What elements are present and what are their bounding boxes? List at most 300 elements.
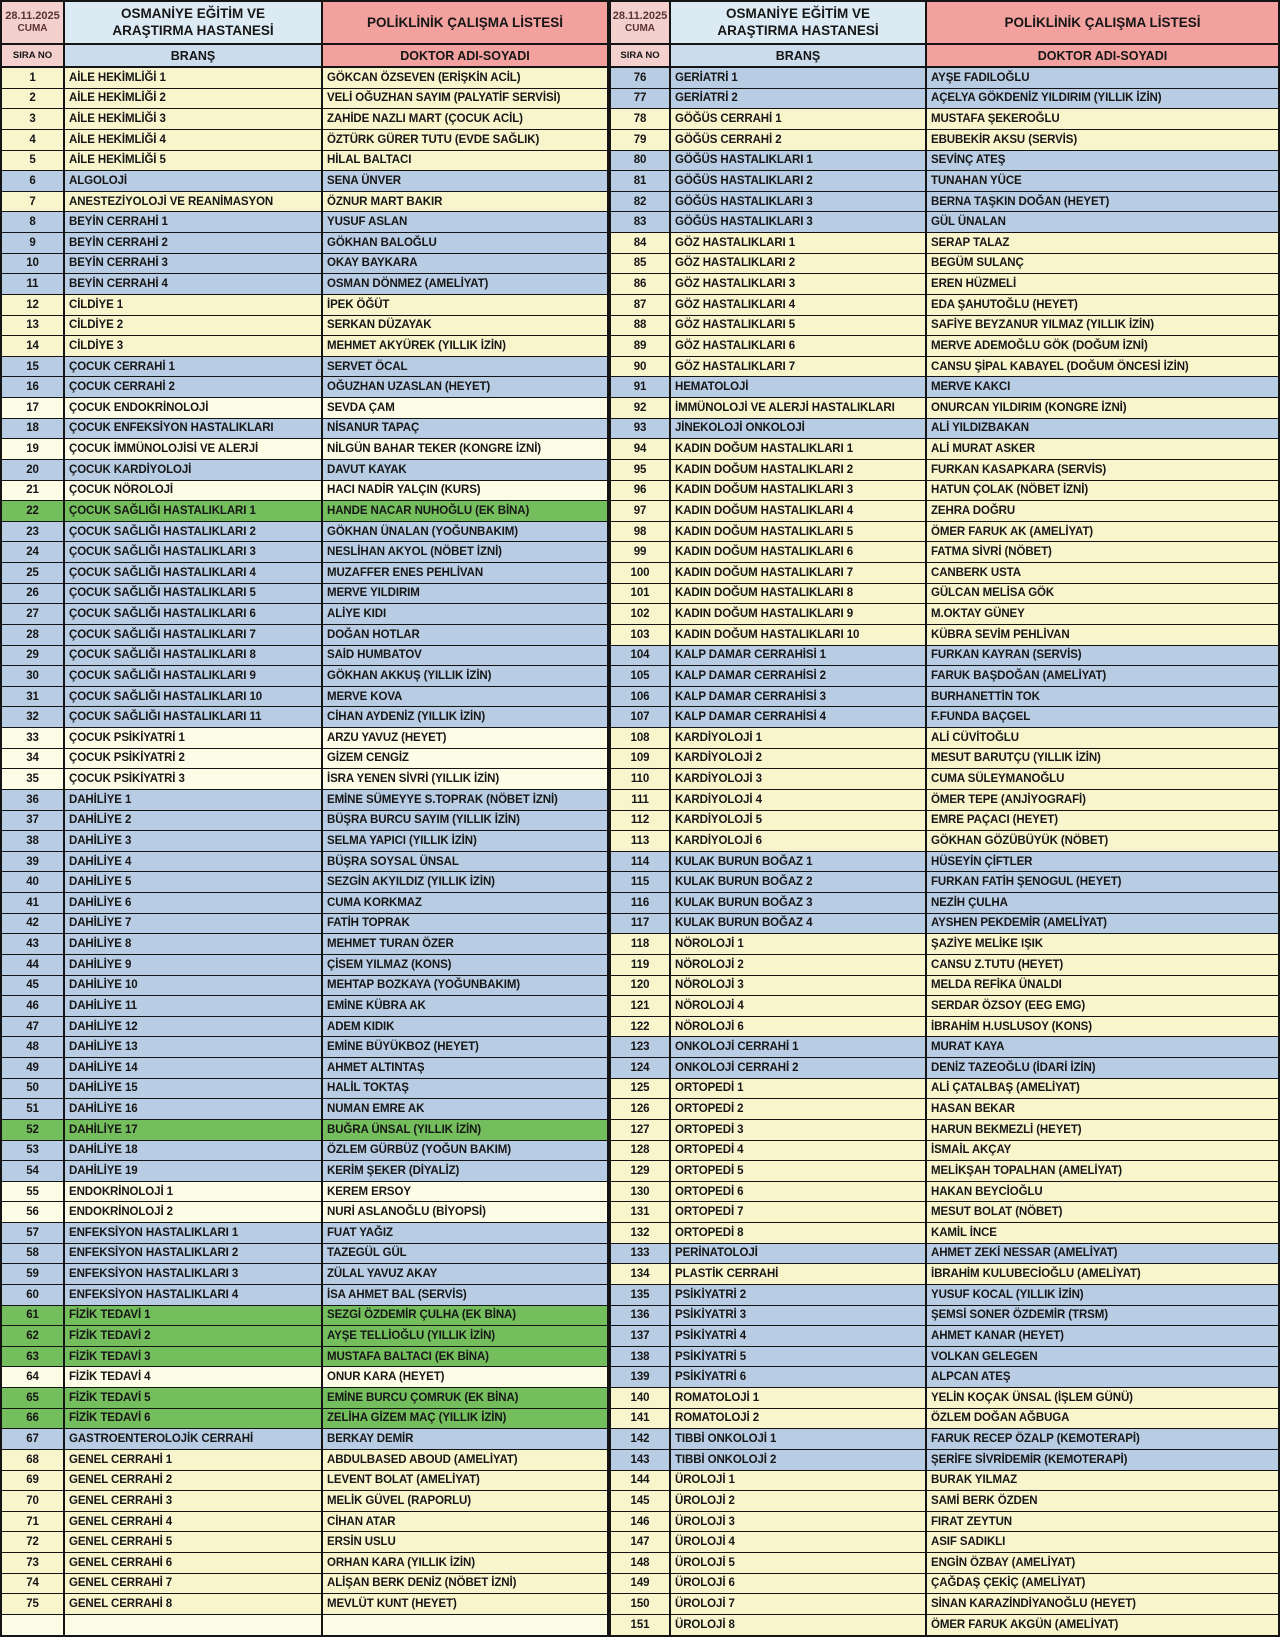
row-number: 13 [26,319,39,332]
doctor-cell: CANSU Z.TUTU (HEYET) [925,955,1278,975]
table-row [611,170,1278,191]
table-row [611,1449,1278,1470]
branch-cell: ÇOCUK PSİKİYATRİ 2 [63,749,321,769]
row-number: 131 [630,1206,650,1219]
branch-cell: GÖĞÜS CERRAHİ 2 [669,130,925,150]
row-number: 149 [630,1577,650,1590]
doctor-cell: ALİŞAN BERK DENİZ (NÖBET İZNİ) [321,1574,607,1594]
table-row [2,211,607,232]
row-number: 59 [26,1268,39,1281]
row-number: 35 [26,773,39,786]
doctor-cell: NEZİH ÇULHA [925,893,1278,913]
doctor-cell: OĞUZHAN UZASLAN (HEYET) [321,377,607,397]
doctor-cell: BEGÜM SULANÇ [925,254,1278,274]
table-row [611,975,1278,996]
branch-cell: ENFEKSİYON HASTALIKLARI 4 [63,1285,321,1305]
row-number: 94 [633,443,647,456]
branch-cell: ÇOCUK İMMÜNOLOJİSİ VE ALERJİ [63,439,321,459]
schedule-table-right [609,0,1280,1637]
row-number: 132 [630,1226,650,1239]
table-row [611,1078,1278,1099]
branch-cell: KULAK BURUN BOĞAZ 4 [669,914,925,934]
table-row [611,1263,1278,1284]
column-header-row-right [611,45,1278,68]
doctor-cell: ZEHRA DOĞRU [925,501,1278,521]
branch-cell: KALP DAMAR CERRAHİSİ 2 [669,666,925,686]
row-number: 127 [630,1123,650,1136]
branch-cell: ÜROLOJİ 4 [669,1532,925,1552]
doctor-cell: ÖZLEM GÜRBÜZ (YOĞUN BAKIM) [321,1141,607,1161]
branch-cell: PSİKİYATRİ 2 [669,1285,925,1305]
branch-cell: KADIN DOĞUM HASTALIKLARI 2 [669,460,925,480]
doctor-cell: SENA ÜNVER [321,171,607,191]
table-row [611,686,1278,707]
col-header-brans: BRANŞ [669,45,925,66]
row-number: 108 [630,731,650,744]
col-header-sira-no: SIRA NO [611,45,669,66]
branch-cell: ORTOPEDİ 7 [669,1202,925,1222]
branch-cell: DAHİLİYE 18 [63,1141,321,1161]
row-number: 136 [630,1309,650,1322]
row-number: 90 [633,360,647,373]
doctor-cell: MERVE KOVA [321,687,607,707]
branch-cell: ÜROLOJİ 6 [669,1574,925,1594]
table-row [611,830,1278,851]
row-number: 48 [26,1041,39,1054]
day-text: CUMA [625,23,655,35]
row-number: 64 [26,1371,39,1384]
row-number: 86 [633,278,647,291]
doctor-cell: FATMA SİVRİ (NÖBET) [925,542,1278,562]
doctor-cell: ALİ ÇATALBAŞ (AMELİYAT) [925,1079,1278,1099]
branch-cell: AİLE HEKİMLİĞİ 1 [63,68,321,88]
table-row [2,541,607,562]
branch-cell: GÖZ HASTALIKLARI 4 [669,295,925,315]
row-number: 121 [630,999,650,1012]
doctor-cell: CANBERK USTA [925,563,1278,583]
table-row [2,1470,607,1491]
table-row [611,397,1278,418]
doctor-cell: ONURCAN YILDIRIM (KONGRE İZNİ) [925,398,1278,418]
row-number: 122 [630,1020,650,1033]
table-row [2,892,607,913]
doctor-cell: ZELİHA GİZEM MAÇ (YILLIK İZİN) [321,1409,607,1429]
branch-cell: GÖĞÜS HASTALIKLARI 2 [669,171,925,191]
table-row [611,273,1278,294]
row-number: 143 [630,1453,650,1466]
table-row [611,1408,1278,1429]
doctor-cell: MELDA REFİKA ÜNALDI [925,976,1278,996]
doctor-cell: FURKAN FATİH ŞENOGUL (HEYET) [925,872,1278,892]
row-number: 85 [633,257,647,270]
doctor-cell: OKAY BAYKARA [321,254,607,274]
doctor-cell: ZÜLAL YAVUZ AKAY [321,1264,607,1284]
branch-cell: ÇOCUK SAĞLIĞI HASTALIKLARI 7 [63,625,321,645]
branch-cell: ÜROLOJİ 5 [669,1553,925,1573]
table-row [2,933,607,954]
row-number: 103 [630,628,650,641]
doctor-cell: ONUR KARA (HEYET) [321,1367,607,1387]
doctor-cell: MERVE KAKCI [925,377,1278,397]
table-row [2,1511,607,1532]
branch-cell: GÖĞÜS HASTALIKLARI 3 [669,212,925,232]
table-row [2,191,607,212]
row-number: 73 [26,1556,39,1569]
table-row [611,1222,1278,1243]
table-row [611,376,1278,397]
doctor-cell: HİLAL BALTACI [321,151,607,171]
doctor-cell: ERSİN USLU [321,1532,607,1552]
doctor-cell: ENGİN ÖZBAY (AMELİYAT) [925,1553,1278,1573]
table-row [2,562,607,583]
branch-cell: KULAK BURUN BOĞAZ 1 [669,852,925,872]
table-row [611,1428,1278,1449]
doctor-cell: MEVLÜT KUNT (HEYET) [321,1594,607,1614]
branch-cell: GÖZ HASTALIKLARI 7 [669,357,925,377]
row-number: 107 [630,711,650,724]
doctor-cell: BURAK YILMAZ [925,1471,1278,1491]
table-row [2,789,607,810]
doctor-cell: EMİNE BURCU ÇOMRUK (EK BİNA) [321,1388,607,1408]
table-row [611,1511,1278,1532]
doctor-cell: CİHAN ATAR [321,1512,607,1532]
table-row [2,273,607,294]
table-row [2,1614,607,1635]
table-row [2,1036,607,1057]
branch-cell: FİZİK TEDAVİ 3 [63,1347,321,1367]
doctor-cell: MUSTAFA BALTACI (EK BİNA) [321,1347,607,1367]
doctor-cell: FIRAT ZEYTUN [925,1512,1278,1532]
row-number: 72 [26,1536,39,1549]
doctor-cell: NİLGÜN BAHAR TEKER (KONGRE İZNİ) [321,439,607,459]
table-row [2,1284,607,1305]
doctor-cell: HALİL TOKTAŞ [321,1079,607,1099]
table-row [611,1387,1278,1408]
row-number: 34 [26,752,39,765]
table-row [2,1098,607,1119]
table-row [2,1119,607,1140]
doctor-cell: BERKAY DEMİR [321,1429,607,1449]
branch-cell: ORTOPEDİ 4 [669,1141,925,1161]
row-number: 97 [633,504,647,517]
row-number: 18 [26,422,39,435]
table-row [611,68,1278,88]
doctor-cell: FATİH TOPRAK [321,914,607,934]
doctor-cell: ÖMER FARUK AK (AMELİYAT) [925,522,1278,542]
row-number: 25 [26,566,39,579]
doctor-cell: DENİZ TAZEOĞLU (İDARİ İZİN) [925,1058,1278,1078]
table-row [2,1243,607,1264]
row-number: 74 [26,1577,39,1590]
table-row [2,1490,607,1511]
branch-cell: PSİKİYATRİ 3 [669,1306,925,1326]
row-number: 95 [633,463,647,476]
doctor-cell: EDA ŞAHUTOĞLU (HEYET) [925,295,1278,315]
row-number: 98 [633,525,647,538]
branch-cell: GENEL CERRAHİ 5 [63,1532,321,1552]
table-row [2,1057,607,1078]
branch-cell: ÇOCUK PSİKİYATRİ 3 [63,769,321,789]
doctor-cell: YUSUF ASLAN [321,212,607,232]
table-row [611,1016,1278,1037]
table-row [2,376,607,397]
doctor-cell: HÜSEYİN ÇİFTLER [925,852,1278,872]
row-number: 84 [633,236,647,249]
branch-cell: CİLDİYE 3 [63,336,321,356]
branch-cell: ÇOCUK SAĞLIĞI HASTALIKLARI 4 [63,563,321,583]
branch-cell: DAHİLİYE 13 [63,1037,321,1057]
row-number: 7 [29,195,36,208]
table-row [611,1098,1278,1119]
table-row [611,1201,1278,1222]
doctor-cell: HAKAN BEYCİOĞLU [925,1182,1278,1202]
row-number: 144 [630,1474,650,1487]
branch-cell: ENFEKSİYON HASTALIKLARI 1 [63,1223,321,1243]
branch-cell: FİZİK TEDAVİ 6 [63,1409,321,1429]
branch-cell: ORTOPEDİ 8 [669,1223,925,1243]
row-number: 32 [26,711,39,724]
row-number: 57 [26,1226,39,1239]
row-number: 41 [26,896,39,909]
table-row [2,830,607,851]
row-number: 45 [26,979,39,992]
doctor-cell: BUĞRA ÜNSAL (YILLIK İZİN) [321,1120,607,1140]
doctor-cell: SAFİYE BEYZANUR YILMAZ (YILLIK İZİN) [925,316,1278,336]
row-number: 81 [633,174,647,187]
table-row [2,1305,607,1326]
row-number: 71 [26,1515,39,1528]
branch-cell: GENEL CERRAHİ 1 [63,1450,321,1470]
table-row [611,418,1278,439]
table-row [611,1181,1278,1202]
branch-cell: DAHİLİYE 16 [63,1099,321,1119]
row-number: 15 [26,360,39,373]
table-row [2,727,607,748]
branch-cell: GENEL CERRAHİ 4 [63,1512,321,1532]
branch-cell: ROMATOLOJİ 2 [669,1409,925,1429]
branch-cell: KALP DAMAR CERRAHİSİ 3 [669,687,925,707]
row-number: 76 [633,71,647,84]
row-number: 148 [630,1556,650,1569]
branch-cell: ALGOLOJİ [63,171,321,191]
row-number: 56 [26,1206,39,1219]
row-number: 17 [26,401,39,414]
row-number: 11 [26,278,39,291]
doctor-cell: AÇELYA GÖKDENİZ YILDIRIM (YILLIK İZİN) [925,89,1278,109]
table-row [2,871,607,892]
branch-cell: DAHİLİYE 4 [63,852,321,872]
branch-cell: GASTROENTEROLOJİK CERRAHİ [63,1429,321,1449]
branch-cell: HEMATOLOJİ [669,377,925,397]
doctor-cell: FURKAN KAYRAN (SERVİS) [925,646,1278,666]
branch-cell: GENEL CERRAHİ 7 [63,1574,321,1594]
row-number: 31 [26,690,39,703]
doctor-cell: GÖKHAN BALOĞLU [321,233,607,253]
branch-cell: FİZİK TEDAVİ 4 [63,1367,321,1387]
branch-cell: CİLDİYE 1 [63,295,321,315]
table-header-right [611,2,1278,45]
table-row [2,1160,607,1181]
table-row [2,418,607,439]
branch-cell: ÇOCUK CERRAHİ 1 [63,357,321,377]
table-row [2,129,607,150]
branch-cell: KADIN DOĞUM HASTALIKLARI 3 [669,481,925,501]
table-row [2,150,607,171]
branch-cell: JİNEKOLOJİ ONKOLOJİ [669,419,925,439]
table-row [611,913,1278,934]
branch-cell: FİZİK TEDAVİ 2 [63,1326,321,1346]
table-row [2,1181,607,1202]
doctor-cell: SERDAR ÖZSOY (EEG EMG) [925,996,1278,1016]
row-number: 142 [630,1433,650,1446]
row-number: 21 [26,484,39,497]
row-number: 112 [630,814,650,827]
table-row [2,1552,607,1573]
branch-cell: ÇOCUK SAĞLIĞI HASTALIKLARI 3 [63,542,321,562]
row-number: 91 [633,381,647,394]
row-number: 67 [26,1433,39,1446]
table-row [2,1428,607,1449]
doctor-cell: KAMİL İNCE [925,1223,1278,1243]
table-row [611,191,1278,212]
branch-cell: ÜROLOJİ 8 [669,1615,925,1635]
doctor-cell: ÖZTÜRK GÜRER TUTU (EVDE SAĞLIK) [321,130,607,150]
branch-cell: TIBBİ ONKOLOJİ 2 [669,1450,925,1470]
row-number: 117 [630,917,650,930]
doctor-cell: MESUT BOLAT (NÖBET) [925,1202,1278,1222]
table-row [2,603,607,624]
table-row [611,541,1278,562]
table-row [611,1284,1278,1305]
doctor-cell: GÜL ÜNALAN [925,212,1278,232]
row-number: 150 [630,1598,650,1611]
row-number: 135 [630,1288,650,1301]
branch-cell: NÖROLOJİ 6 [669,1017,925,1037]
branch-cell: ANESTEZİYOLOJİ VE REANİMASYON [63,192,321,212]
row-number: 69 [26,1474,39,1487]
row-number: 42 [26,917,39,930]
branch-cell: ENFEKSİYON HASTALIKLARI 2 [63,1244,321,1264]
doctor-cell: SAİD HUMBATOV [321,646,607,666]
doctor-cell: MELİK GÜVEL (RAPORLU) [321,1491,607,1511]
table-row [2,1408,607,1429]
column-header-row-left [2,45,607,68]
row-number: 109 [630,752,650,765]
row-number: 138 [630,1350,650,1363]
doctor-cell: SERKAN DÜZAYAK [321,316,607,336]
doctor-cell: İSMAİL AKÇAY [925,1141,1278,1161]
table-row [611,603,1278,624]
table-row [611,1593,1278,1614]
branch-cell: GENEL CERRAHİ 6 [63,1553,321,1573]
date-text: 28.11.2025 [612,9,668,22]
doctor-cell: VELİ OĞUZHAN SAYIM (PALYATİF SERVİSİ) [321,89,607,109]
table-row [2,397,607,418]
row-number: 80 [633,154,647,167]
table-row [2,315,607,336]
branch-cell: KADIN DOĞUM HASTALIKLARI 9 [669,604,925,624]
doctor-cell: TAZEGÜL GÜL [321,1244,607,1264]
hospital-title: OSMANİYE EĞİTİM VE ARAŞTIRMA HASTANESİ [669,2,925,43]
branch-cell [63,1615,321,1635]
branch-cell: ÇOCUK ENFEKSİYON HASTALIKLARI [63,419,321,439]
table-row [611,748,1278,769]
row-number: 36 [26,793,39,806]
table-row [2,1531,607,1552]
branch-cell: ÜROLOJİ 3 [669,1512,925,1532]
doctor-cell: GÖKHAN AKKUŞ (YILLIK İZİN) [321,666,607,686]
branch-cell: KADIN DOĞUM HASTALIKLARI 10 [669,625,925,645]
table-row [611,356,1278,377]
branch-cell: KALP DAMAR CERRAHİSİ 1 [669,646,925,666]
branch-cell: ÇOCUK SAĞLIĞI HASTALIKLARI 6 [63,604,321,624]
table-row [611,521,1278,542]
table-row [611,1305,1278,1326]
table-row [2,500,607,521]
doctor-cell: İPEK ÖĞÜT [321,295,607,315]
row-number: 23 [26,525,39,538]
table-row [2,748,607,769]
table-row [611,706,1278,727]
row-number: 105 [630,669,650,682]
doctor-cell: CİHAN AYDENİZ (YILLIK İZİN) [321,707,607,727]
branch-cell: FİZİK TEDAVİ 5 [63,1388,321,1408]
row-number: 92 [633,401,647,414]
table-row [611,810,1278,831]
branch-cell: KADIN DOĞUM HASTALIKLARI 8 [669,584,925,604]
doctor-cell: ÖMER TEPE (ANJİYOGRAFİ) [925,790,1278,810]
table-row [2,438,607,459]
doctor-cell: SEZGİN AKYILDIZ (YILLIK İZİN) [321,872,607,892]
doctor-cell [321,1615,607,1635]
branch-cell: DAHİLİYE 12 [63,1017,321,1037]
table-row [611,438,1278,459]
row-number [2,1615,63,1635]
table-row [611,335,1278,356]
branch-cell: DAHİLİYE 5 [63,872,321,892]
branch-cell: DAHİLİYE 17 [63,1120,321,1140]
table-row [611,1531,1278,1552]
row-number: 140 [630,1391,650,1404]
row-number: 62 [26,1329,39,1342]
row-number: 123 [630,1041,650,1054]
table-row [611,1243,1278,1264]
table-row [2,459,607,480]
doctor-cell: TUNAHAN YÜCE [925,171,1278,191]
row-number: 78 [633,113,647,126]
doctor-cell: ABDULBASED ABOUD (AMELİYAT) [321,1450,607,1470]
schedule-table-left [0,0,609,1637]
table-row [611,995,1278,1016]
table-row [2,975,607,996]
row-number: 126 [630,1103,650,1116]
table-row [2,68,607,88]
row-number: 29 [26,649,39,662]
row-number: 120 [630,979,650,992]
doctor-cell: SEZGİ ÖZDEMİR ÇULHA (EK BİNA) [321,1306,607,1326]
row-number: 87 [633,298,647,311]
branch-cell: ORTOPEDİ 3 [669,1120,925,1140]
row-number: 53 [26,1144,39,1157]
row-number: 100 [630,566,650,579]
col-header-sira-no: SIRA NO [2,45,63,66]
row-number: 101 [630,587,650,600]
table-row [611,624,1278,645]
row-number: 145 [630,1494,650,1507]
branch-cell: ÇOCUK NÖROLOJİ [63,481,321,501]
row-number: 8 [29,216,36,229]
list-title: POLİKLİNİK ÇALIŞMA LİSTESİ [321,2,607,43]
